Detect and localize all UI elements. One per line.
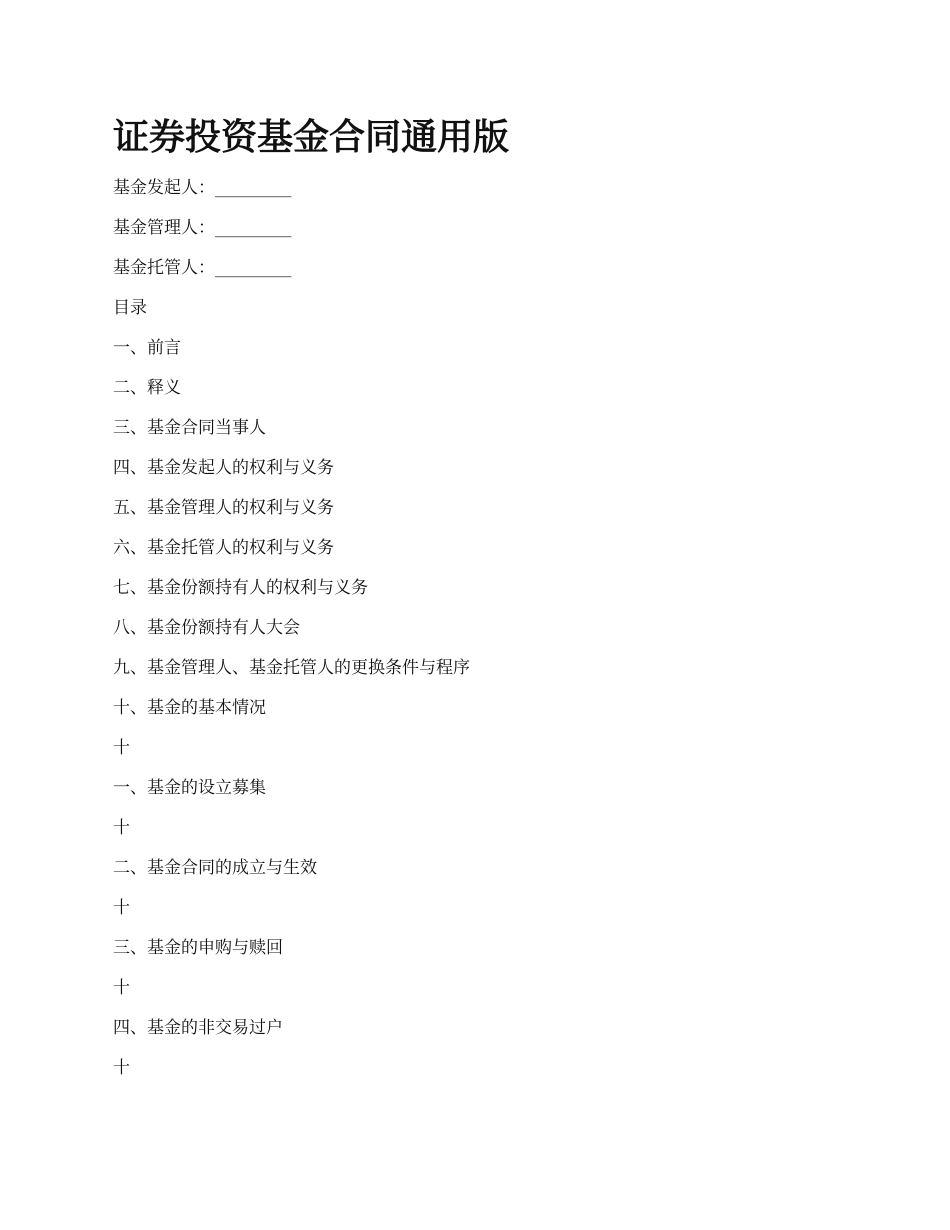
toc-line: 九、基金管理人、基金托管人的更换条件与程序	[113, 658, 470, 678]
party-blank: _________	[215, 218, 292, 238]
toc-line: 十	[113, 898, 130, 918]
toc-line: 五、基金管理人的权利与义务	[113, 498, 334, 518]
toc-line: 十、基金的基本情况	[113, 698, 266, 718]
toc-heading: 目录	[113, 298, 147, 318]
document-page	[113, 112, 893, 1096]
toc-line: 七、基金份额持有人的权利与义务	[113, 578, 368, 598]
toc-line: 四、基金发起人的权利与义务	[113, 458, 334, 478]
party-blank: _________	[215, 258, 292, 278]
party-label: 基金发起人：	[113, 178, 215, 198]
toc-line: 一、基金的设立募集	[113, 778, 266, 798]
party-line-sponsor	[113, 176, 893, 200]
party-line-manager	[113, 216, 893, 240]
toc-line: 二、基金合同的成立与生效	[113, 858, 317, 878]
party-line-custodian	[113, 256, 893, 280]
toc-line: 六、基金托管人的权利与义务	[113, 538, 334, 558]
party-label: 基金管理人：	[113, 218, 215, 238]
party-label: 基金托管人：	[113, 258, 215, 278]
toc-line: 三、基金的申购与赎回	[113, 938, 283, 958]
toc-line: 一、前言	[113, 338, 181, 358]
toc-line: 十	[113, 818, 130, 838]
toc-line: 三、基金合同当事人	[113, 418, 266, 438]
toc-line: 二、释义	[113, 378, 181, 398]
toc-line: 八、基金份额持有人大会	[113, 618, 300, 638]
toc-line: 十	[113, 738, 130, 758]
party-blank: _________	[215, 178, 292, 198]
document-title: 证券投资基金合同通用版	[113, 116, 510, 158]
toc-line: 十	[113, 978, 130, 998]
toc-line: 四、基金的非交易过户	[113, 1018, 283, 1038]
toc-line: 十	[113, 1058, 130, 1078]
